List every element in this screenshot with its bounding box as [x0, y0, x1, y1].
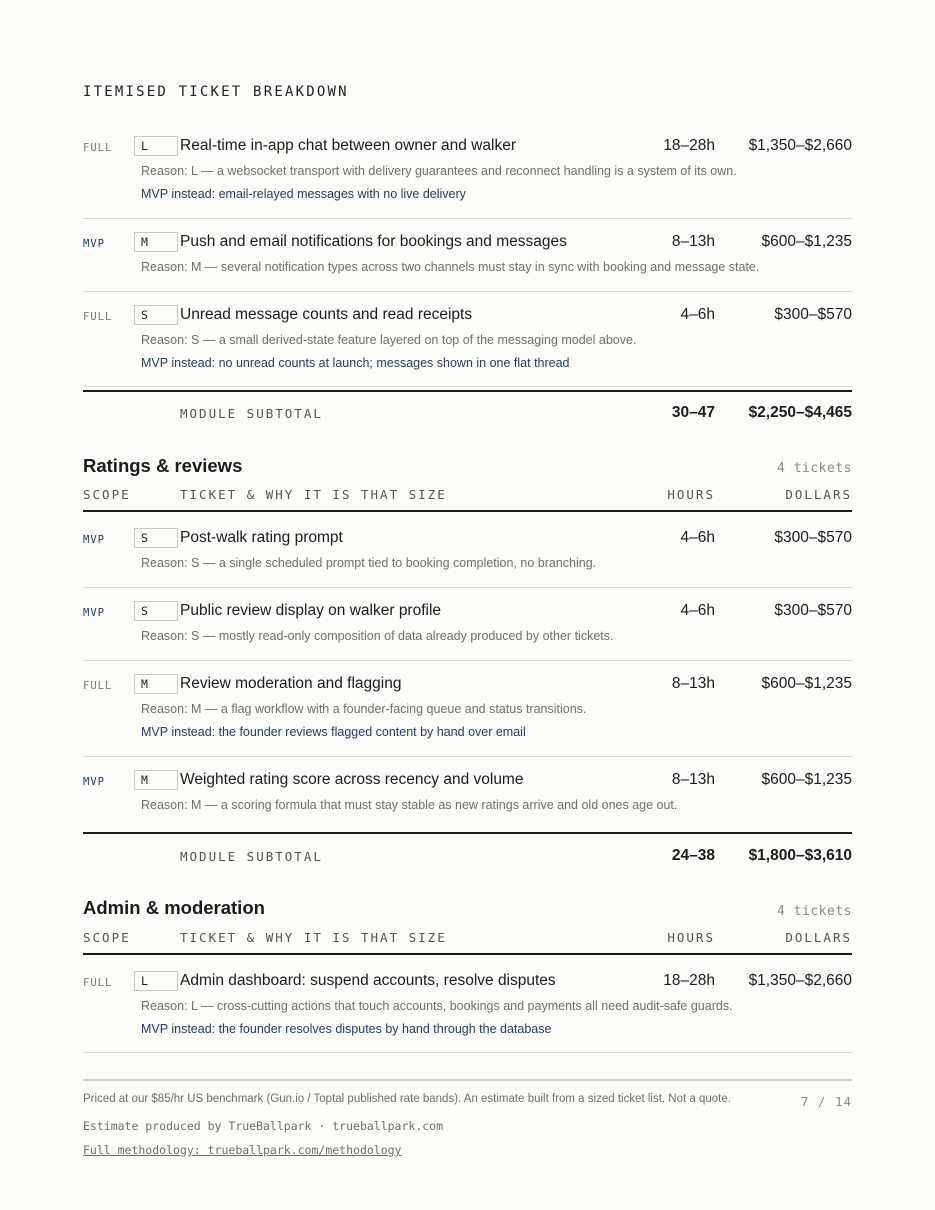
ticket-hours: 8–13h	[671, 675, 715, 692]
module-title: Ratings & reviews	[83, 455, 243, 476]
methodology-link[interactable]: Full methodology: trueballpark.com/methodology	[83, 1143, 402, 1157]
ticket-reason: Reason: M — a scoring formula that must stay stable as new ratings arrive and old ones age out.	[141, 798, 678, 812]
scope-tag: FULL	[83, 680, 113, 692]
row-divider	[83, 386, 852, 387]
size-badge: M	[134, 674, 178, 694]
row-divider	[83, 291, 852, 292]
ticket-title: Push and email notifications for bookings and messages	[180, 233, 567, 250]
module-subtotal-hours: 24–38	[671, 847, 715, 864]
ticket-title: Review moderation and flagging	[180, 675, 402, 692]
ticket-title: Real-time in-app chat between owner and walker	[180, 137, 517, 154]
ticket-hours: 18–28h	[663, 972, 715, 989]
size-badge: M	[134, 770, 178, 790]
module-subtotal-dollars: $1,800–$3,610	[748, 847, 852, 864]
ticket-hours: 18–28h	[663, 137, 715, 154]
column-header-scope: SCOPE	[83, 930, 131, 945]
column-header-dollars: DOLLARS	[785, 930, 852, 945]
ticket-reason: Reason: S — mostly read-only composition of data already produced by other tickets.	[141, 629, 614, 643]
ticket-reason: Reason: L — cross-cutting actions that touch accounts, bookings and payments all need audit-safe guards.	[141, 999, 733, 1013]
ticket-dollars: $300–$570	[774, 306, 852, 323]
ticket-hours: 8–13h	[671, 771, 715, 788]
ticket-hours: 8–13h	[671, 233, 715, 250]
pricing-note: Priced at our $85/hr US benchmark (Gun.io / Toptal published rate bands). An estimate built from a sized ticket list. Not a quote.	[83, 1093, 731, 1105]
ticket-title: Weighted rating score across recency and volume	[180, 771, 524, 788]
scope-tag: MVP	[83, 607, 105, 619]
ticket-title: Unread message counts and read receipts	[180, 306, 473, 323]
module-title: Admin & moderation	[83, 897, 265, 918]
column-header-hours: HOURS	[667, 487, 715, 502]
mvp-alternative: MVP instead: email-relayed messages with no live delivery	[141, 187, 466, 201]
size-badge: M	[134, 232, 178, 252]
page-number: 7 / 14	[800, 1094, 852, 1109]
size-badge: S	[134, 528, 178, 548]
module-ticket-count: 4 tickets	[777, 461, 852, 476]
row-divider	[83, 1052, 852, 1053]
ticket-dollars: $600–$1,235	[761, 233, 852, 250]
mvp-alternative: MVP instead: the founder resolves disputes by hand through the database	[141, 1022, 552, 1036]
scope-tag: MVP	[83, 534, 105, 546]
size-badge: S	[134, 305, 178, 325]
scope-tag: FULL	[83, 977, 113, 989]
module-subtotal-hours: 30–47	[671, 404, 715, 421]
ticket-hours: 4–6h	[680, 529, 715, 546]
ticket-dollars: $300–$570	[774, 529, 852, 546]
ticket-reason: Reason: M — several notification types across two channels must stay in sync with booking and message state.	[141, 260, 760, 274]
section-title: ITEMISED TICKET BREAKDOWN	[83, 84, 349, 100]
row-divider	[83, 218, 852, 219]
produced-by: Estimate produced by TrueBallpark · trueballpark.com	[83, 1119, 444, 1133]
ticket-hours: 4–6h	[680, 306, 715, 323]
ticket-reason: Reason: S — a single scheduled prompt tied to booking completion, no branching.	[141, 556, 597, 570]
ticket-dollars: $1,350–$2,660	[748, 972, 852, 989]
module-subtotal-dollars: $2,250–$4,465	[748, 404, 852, 421]
column-header-dollars: DOLLARS	[785, 487, 852, 502]
ticket-dollars: $300–$570	[774, 602, 852, 619]
ticket-title: Admin dashboard: suspend accounts, resolve disputes	[180, 972, 556, 989]
subtotal-rule	[83, 832, 852, 834]
mvp-alternative: MVP instead: no unread counts at launch; messages shown in one flat thread	[141, 356, 570, 370]
size-badge: S	[134, 601, 178, 621]
column-header-scope: SCOPE	[83, 487, 131, 502]
ticket-dollars: $1,350–$2,660	[748, 137, 852, 154]
ticket-dollars: $600–$1,235	[761, 675, 852, 692]
subtotal-rule	[83, 390, 852, 392]
row-divider	[83, 660, 852, 661]
ticket-reason: Reason: L — a websocket transport with delivery guarantees and reconnect handling is a system of its own.	[141, 164, 737, 178]
ticket-reason: Reason: M — a flag workflow with a founder-facing queue and status transitions.	[141, 702, 587, 716]
column-header-ticket: TICKET & WHY IT IS THAT SIZE	[180, 930, 447, 945]
scope-tag: MVP	[83, 238, 105, 250]
module-subtotal-label: MODULE SUBTOTAL	[180, 406, 323, 421]
column-header-hours: HOURS	[667, 930, 715, 945]
size-badge: L	[134, 136, 178, 156]
scope-tag: FULL	[83, 142, 113, 154]
footer-rule	[83, 1079, 852, 1081]
row-divider	[83, 587, 852, 588]
row-divider	[83, 756, 852, 757]
scope-tag: FULL	[83, 311, 113, 323]
header-rule	[83, 953, 852, 955]
ticket-dollars: $600–$1,235	[761, 771, 852, 788]
size-badge: L	[134, 971, 178, 991]
ticket-hours: 4–6h	[680, 602, 715, 619]
module-ticket-count: 4 tickets	[777, 904, 852, 919]
ticket-title: Post-walk rating prompt	[180, 529, 343, 546]
module-subtotal-label: MODULE SUBTOTAL	[180, 849, 323, 864]
ticket-title: Public review display on walker profile	[180, 602, 442, 619]
header-rule	[83, 510, 852, 512]
column-header-ticket: TICKET & WHY IT IS THAT SIZE	[180, 487, 447, 502]
ticket-reason: Reason: S — a small derived-state feature layered on top of the messaging model above.	[141, 333, 637, 347]
scope-tag: MVP	[83, 776, 105, 788]
mvp-alternative: MVP instead: the founder reviews flagged content by hand over email	[141, 725, 526, 739]
